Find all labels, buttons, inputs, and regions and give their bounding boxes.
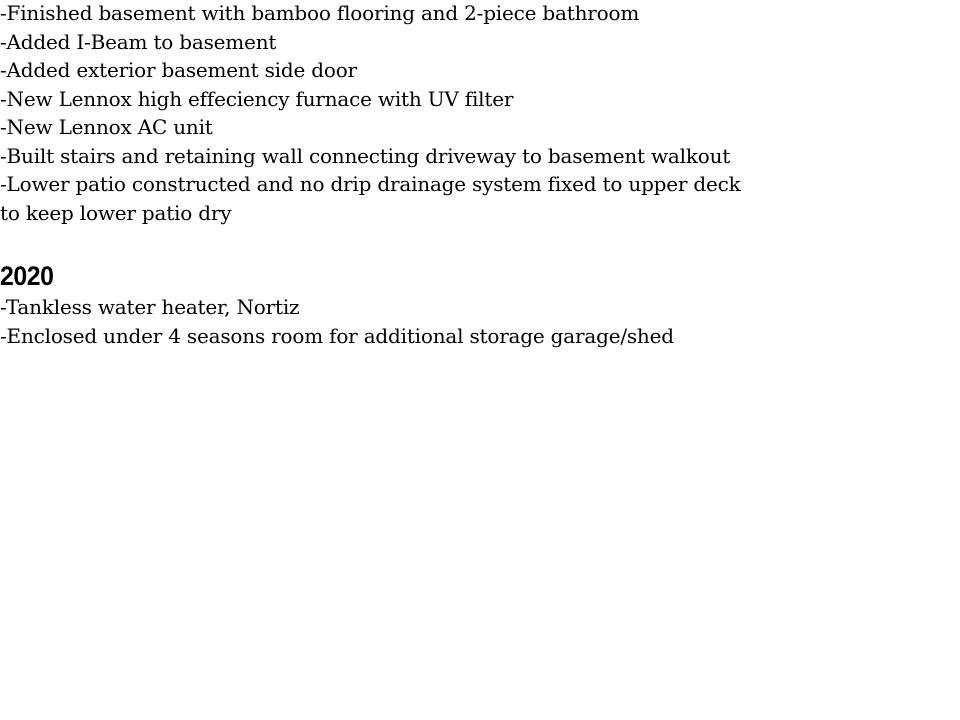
list-item: -Enclosed under 4 seasons room for additional storage garage/shed [0,323,674,348]
list-item: -Finished basement with bamboo flooring and 2-piece bathroom [0,1,640,25]
list-item: -Added exterior basement side door [0,58,357,82]
list-item: -Added I-Beam to basement [0,29,277,54]
improvements-list-previous [0,0,960,227]
list-item: -Tankless water heater, Nortiz [0,295,300,319]
list-item-continuation: to keep lower patio dry [0,200,232,225]
list-item: -Lower patio constructed and no drip drainage system fixed to upper deck [0,172,741,196]
list-item: -New Lennox high effeciency furnace with UV filter [0,86,514,111]
list-item: -New Lennox AC unit [0,115,213,139]
list-item: -Built stairs and retaining wall connecting driveway to basement walkout [0,143,731,168]
improvements-list-2020 [0,293,960,350]
year-heading-2020: 2020 [0,261,54,291]
